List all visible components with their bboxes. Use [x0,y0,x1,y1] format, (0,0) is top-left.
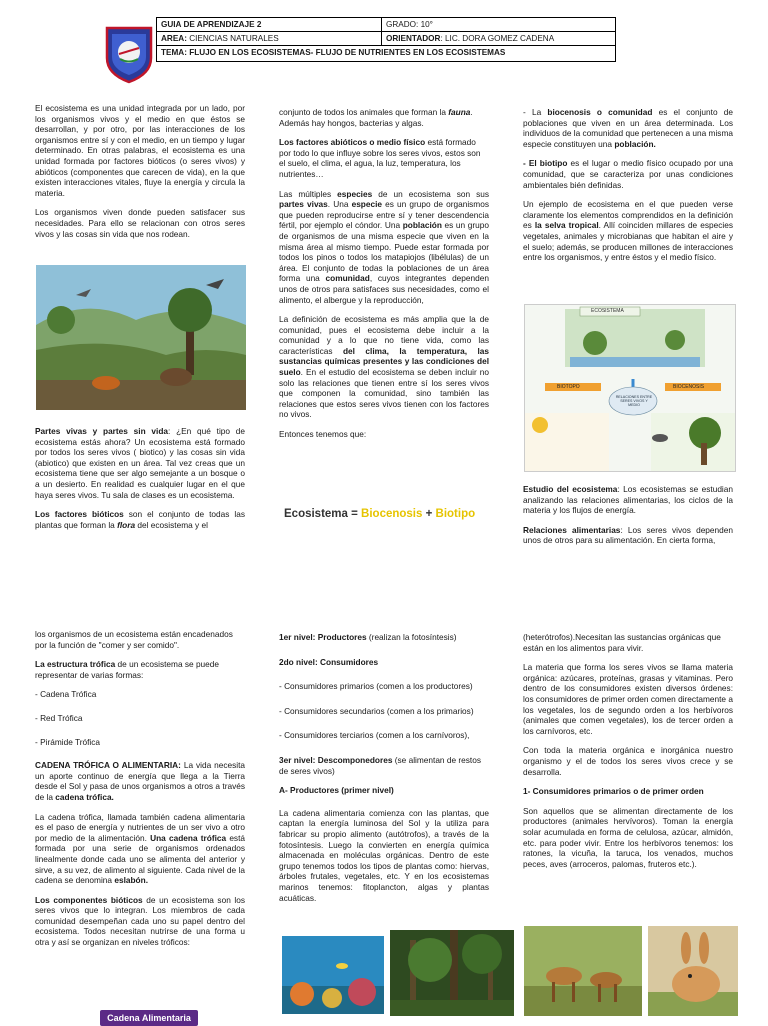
paragraph: El ecosistema es una unidad integrada por un lado, por los organismos vivos y el medio en que éstos se desarrollan, y por otro, por las interacciones de los organismos entre sí y con el medio, en un tiempo y lugar determinado. En otras palabras, el ecosistema es una unidad formada por factores bióticos (o seres vivos) y abióticos (componentes que carecen de vida), en la que existen interacciones vitales, fluye la energía y circula la materia. [35,103,245,198]
area-label: AREA: [161,34,187,43]
column-3 [523,107,733,272]
paragraph [279,314,489,420]
text: es un grupo de organismos que pueden reproducirse entre sí y tener descendencia fértil, por ejemplo el cóndor. Una [279,199,489,231]
column-3-lower [523,484,733,555]
text: (realizan la fotosíntesis) [366,632,457,642]
paragraph: (heterótrofos).Necesitan las sustancias orgánicas que están en los alimentos para vivir. [523,632,721,653]
italic-term: fauna [448,107,471,117]
paragraph [35,812,245,886]
bold-term: población [402,220,442,231]
bold-term: partes vivas [279,199,328,210]
paragraph [523,525,733,546]
paragraph: Son aquellos que se alimentan directamente de los productores (animales hervívoros). Toman la energía solar acumulada en forma de celulosa, azúcar, almidón, etc. para poder vivir. Entre los herbívoros tenemos: los ratones, la vicuña, la taruca, los venados, muchos peces, aves (arroceros, palomas, fruteros etc.). [523,805,733,869]
bold-term: Una cadena trófica [150,832,227,843]
bold-term: eslabón. [114,875,149,886]
diagram-label: ECOSISTEMA [591,308,624,314]
bold-term: especie [351,199,383,210]
bold-term: comunidad [325,273,370,284]
bold-term: 3er nivel: Descomponedores [279,754,393,765]
paragraph: Entonces tenemos que: [279,429,367,440]
orientador-label: ORIENTADOR [386,34,441,43]
list-item: - Consumidores primarios (comen a los productores) [279,681,473,692]
bold-term: - El biotipo [523,158,568,169]
paragraph [523,158,733,190]
paragraph [523,484,733,516]
paragraph [523,107,733,149]
paragraph [279,137,489,179]
bold-term: del clima, la temperatura, las sustancias químicas presentes y las condiciones del suelo [279,345,489,378]
list-item: - Consumidores terciarios (comen a los carnívoros), [279,730,470,741]
diagram-label: BIOTOPO [557,384,580,390]
text: . En el estudio del ecosistema se deben incluir no solo las relaciones que tienen entre sí los seres vivos que componen la comunidad, sino también las relaciones que estos seres vivos tienen con los factores no vivos. [279,367,489,420]
text: conjunto de todos los animales que forman la [279,107,449,117]
guide-title: GUIA DE APRENDIZAJE 2 [161,20,262,29]
bold-term: Los componentes bióticos [35,894,143,905]
column-5 [279,632,489,912]
text: de un ecosistema se puede representar de varias formas: [35,659,220,680]
area-value: CIENCIAS NATURALES [189,34,279,43]
bold-term: Relaciones alimentarias [523,524,621,535]
text: son el conjunto de todas las plantas que forman la [35,509,245,530]
grade: GRADO: 10° [381,18,433,31]
paragraph [279,189,489,306]
list-item: - Pirámide Trófica [35,736,101,747]
column-4 [35,629,245,957]
school-logo [104,24,154,84]
formula-term: Ecosistema [284,508,348,520]
bold-term: CADENA TRÓFICA O ALIMENTARIA: [35,760,181,771]
text: (se alimentan de restos de seres vivos) [279,754,481,776]
formula-term: Biocenosis [361,508,423,520]
paragraph [279,107,489,128]
bold-term: la selva tropical [534,220,599,231]
diagram-label: BIOCENOSIS [673,384,705,390]
text: es el conjunto de poblaciones que viven en un área determinada. Los individuos de la comunidad que pertenecen a una misma especie constituyen una [523,107,733,149]
list-item: - Red Trófica [35,712,83,723]
food-chain-button[interactable]: Cadena Alimentaria [100,1010,198,1026]
paragraph [35,659,245,680]
tema-value: FLUJO EN LOS ECOSISTEMAS- FLUJO DE NUTRIENTES EN LOS ECOSISTEMAS [189,48,506,57]
diagram-label: RELACIONES ENTRE SERES VIVOS Y MEDIO [615,395,653,408]
text: está formado por todo lo que influye sobre los seres vivos, estos son el suelo, el clima, el agua, la luz, temperatura, los nutrientes… [279,137,481,179]
orientador-value: : LIC. DORA GOMEZ CADENA [440,34,555,43]
ecosystem-diagram [524,304,736,472]
level-item [279,632,489,643]
bold-term: La estructura trófica [35,659,116,670]
text: del ecosistema y el [135,519,208,530]
header-row-3 [157,46,615,59]
text: . Además hay hongos, bacterias y algas. [279,107,473,128]
list-item: - Consumidores secundarios (comen a los primarios) [279,705,474,716]
text: - La [523,107,548,117]
column-2 [279,107,489,449]
formula-term: Biotipo [435,508,476,520]
bold-term: 1er nivel: Productores [279,632,367,642]
bold-term: 2do nivel: Consumidores [279,656,379,667]
text: : Los seres vivos dependen unos de otros para su alimentación. En cierta forma, [523,524,733,546]
column-1-lower [35,426,245,539]
paragraph [35,760,245,802]
bold-term: Partes vivas y partes sin vida [35,426,169,436]
ecosystem-illustration [36,265,246,410]
subheading [523,786,733,797]
column-6 [523,632,733,878]
bold-term: 1- Consumidores primarios o de primer orden [523,786,704,797]
text: de un ecosistema son los seres vivos que lo integran. Los miembros de cada comunidad desempeñan cada uno su papel dentro del ecosistema. Todos necesitan nutrirse de una forma u otra y así se organizan en niveles tróficos: [35,894,245,948]
bold-term: Estudio del ecosistema [523,484,618,494]
forest-photo [390,930,514,1016]
bold-term: Los factores bióticos [35,509,124,520]
bold-term: A- Productores (primer nivel) [279,785,394,796]
subheading [279,785,489,796]
bold-term: cadena trófica. [55,791,114,802]
ecosystem-formula [284,508,494,526]
text: La cadena trófica, llamada también cadena alimentaria es el paso de energía y nutrientes de un ser vivo a otro por medio de la alimentación. [35,811,245,843]
deer-photo [524,926,642,1016]
formula-operator: = [347,508,362,520]
column-1 [35,103,245,248]
paragraph [523,199,733,263]
paragraph: Los organismos viven donde pueden satisfacer sus necesidades. Para ello se relacionan con otros seres vivos y las cosas sin vida que nos rodean. [35,207,245,239]
bold-term: población. [614,138,656,149]
paragraph: los organismos de un ecosistema están encadenados por la función de "comer y ser comido". [35,629,233,650]
text: Las múltiples [279,188,338,199]
level-item [279,657,489,668]
paragraph [35,509,245,530]
text: es un grupo de organismos de una misma especie que viven en la misma área al mismo tiempo. Puede estar formada por todos los pinos o todos los matapiojos (libélulas) de un área. El conjunto de todas la poblaciones de un área forma una [279,220,489,284]
text: La definición de ecosistema es más amplia que la de comunidad, pues el ecosistema debe incluir a la comunidad y a lo que no tiene vida, como las características [279,314,489,356]
paragraph: Con toda la materia orgánica e inorgánica nuestro organismo y el de todos los seres vivos crece y se desarrolla. [523,745,733,777]
header-row-1 [157,18,615,32]
tema-label: TEMA: [161,48,187,57]
bold-term: Los factores abióticos o medio físico [279,137,426,148]
formula-operator: + [422,508,436,520]
text: está formada por una serie de organismos ordenados linealmente donde cada uno se alimenta del anterior y sirve, a su vez, de alimento al siguiente. Cada nivel de la cadena se denomina [35,832,245,886]
rabbit-photo [648,926,738,1016]
paragraph: La cadena alimentaria comienza con las plantas, que captan la energía luminosa del Sol y la utiliza para fabricar su propio alimento (autótrofos), a través de la fotosíntesis. Luego la convierten en energía química almacenada en moléculas orgánicas. Dentro de este grupo tenemos todos los tipos de plantas como: hiervas, árboles frutales, vegetales, etc. Y en los ecosistemas marinos tenemos: fitoplancton, algas y plantas acuáticas. [279,807,489,903]
text: : Los ecosistemas se estudian analizando las relaciones alimentarias, los ciclos de la materia y los flujos de energía. [523,484,733,516]
paragraph [35,426,245,500]
paragraph [35,895,245,948]
text: Un ejemplo de ecosistema en el que pueden verse claramente los elementos comprendidos en la definición es [523,199,733,231]
text: : ¿En qué tipo de ecosistema estás ahora? Un ecosistema está formado por todos los seres vivos ( biotico) y las cosas sin vida (abiotico) que existen en un área. Tal vez creas que un ecosistema tiene que ser algo semejante a un bosque o a un desierto. En realidad es cualquier lugar en el que haya seres vivos. Tu sala de clases es un ecosistema. [35,426,245,500]
coral-reef-photo [282,936,384,1014]
text: . Allí coinciden millares de especies vegetales, animales y microbianas que habitan el aire y el suelo; además, se producen millones de interacciones entre los organismos, y entre éstos y el medio físico. [523,220,733,263]
bold-term: biocenosis o comunidad [547,107,653,117]
text: de un ecosistema son sus [372,188,490,199]
paragraph: La materia que forma los seres vivos se llama materia orgánica: azúcares, proteínas, grasas y vitaminas. Pero dentro de los consumidores existen diversos órdenes: los consumidores de primer orden comen directamente a los vegetales, los de segundo orden a los herbívoros (animales que comen vegetales), los de tercer orden a los carnívoros, etc. [523,662,733,736]
italic-term: flora [117,519,136,530]
level-item [279,755,489,776]
text: La vida necesita un aporte continuo de energía que llega a la Tierra desde el Sol y pasa de unos organismos a otros a través de la [35,760,245,802]
list-item: - Cadena Trófica [35,689,97,700]
header-row-2 [157,32,615,46]
header-table [156,17,616,62]
text: . Una [327,199,352,210]
bold-term: especies [337,188,373,199]
text: es el lugar o medio físico ocupado por una comunidad, que se caracteriza por unas condiciones ambientales bién definidas. [523,158,733,190]
text: , cuyos integrantes dependen unos de otros para satisfaces sus necesidades, como el alimento, el albergue y la reproducción, [279,273,489,305]
